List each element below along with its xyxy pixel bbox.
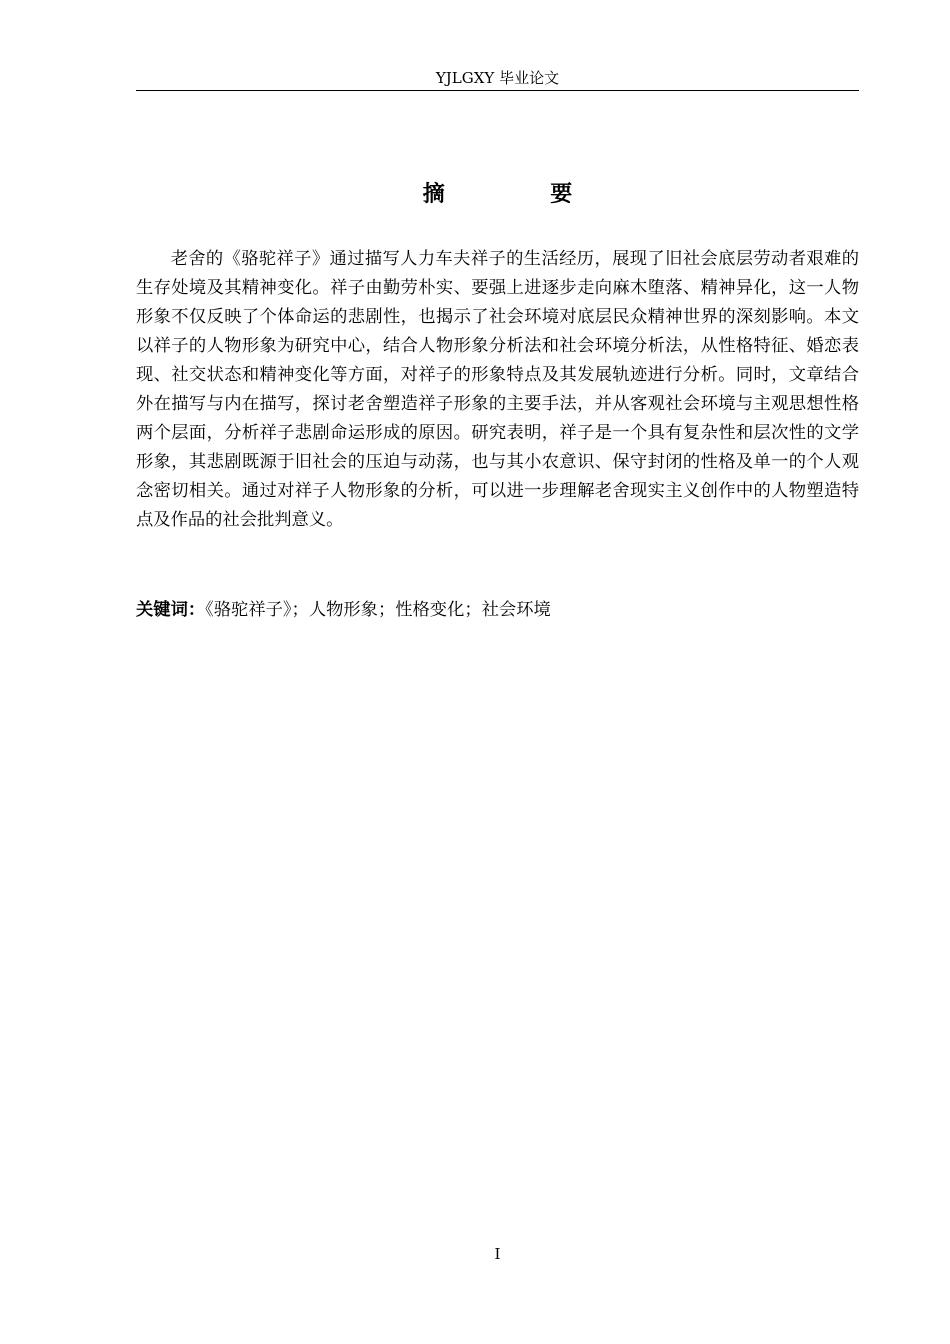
- page-header-title: YJLGXY 毕业论文: [435, 69, 560, 87]
- abstract-body: 老舍的《骆驼祥子》通过描写人力车夫祥子的生活经历，展现了旧社会底层劳动者艰难的生存处境及其精神变化。祥子由勤劳朴实、要强上进逐步走向麻木堕落、精神异化，这一人物形象不仅反映了个体命运的悲剧性，也揭示了社会环境对底层民众精神世界的深刻影响。本文以祥子的人物形象为研究中心，结合人物形象分析法和社会环境分析法，从性格特征、婚恋表现、社交状态和精神变化等方面，对祥子的形象特点及其发展轨迹进行分析。同时，文章结合外在描写与内在描写，探讨老舍塑造祥子形象的主要手法，并从客观社会环境与主观思想性格两个层面，分析祥子悲剧命运形成的原因。研究表明，祥子是一个具有复杂性和层次性的文学形象，其悲剧既源于旧社会的压迫与动荡，也与其小农意识、保守封闭的性格及单一的个人观念密切相关。通过对祥子人物形象的分析，可以进一步理解老舍现实主义创作中的人物塑造特点及作品的社会批判意义。: [136, 249, 859, 530]
- abstract-heading: 摘 要: [422, 182, 615, 207]
- keywords-label: 关键词：: [136, 600, 206, 620]
- header-divider: [136, 90, 859, 91]
- keywords-line: [136, 596, 859, 625]
- page-number: I: [494, 1245, 501, 1263]
- keywords-text: 《骆驼祥子》；人物形象；性格变化；社会环境: [205, 600, 551, 620]
